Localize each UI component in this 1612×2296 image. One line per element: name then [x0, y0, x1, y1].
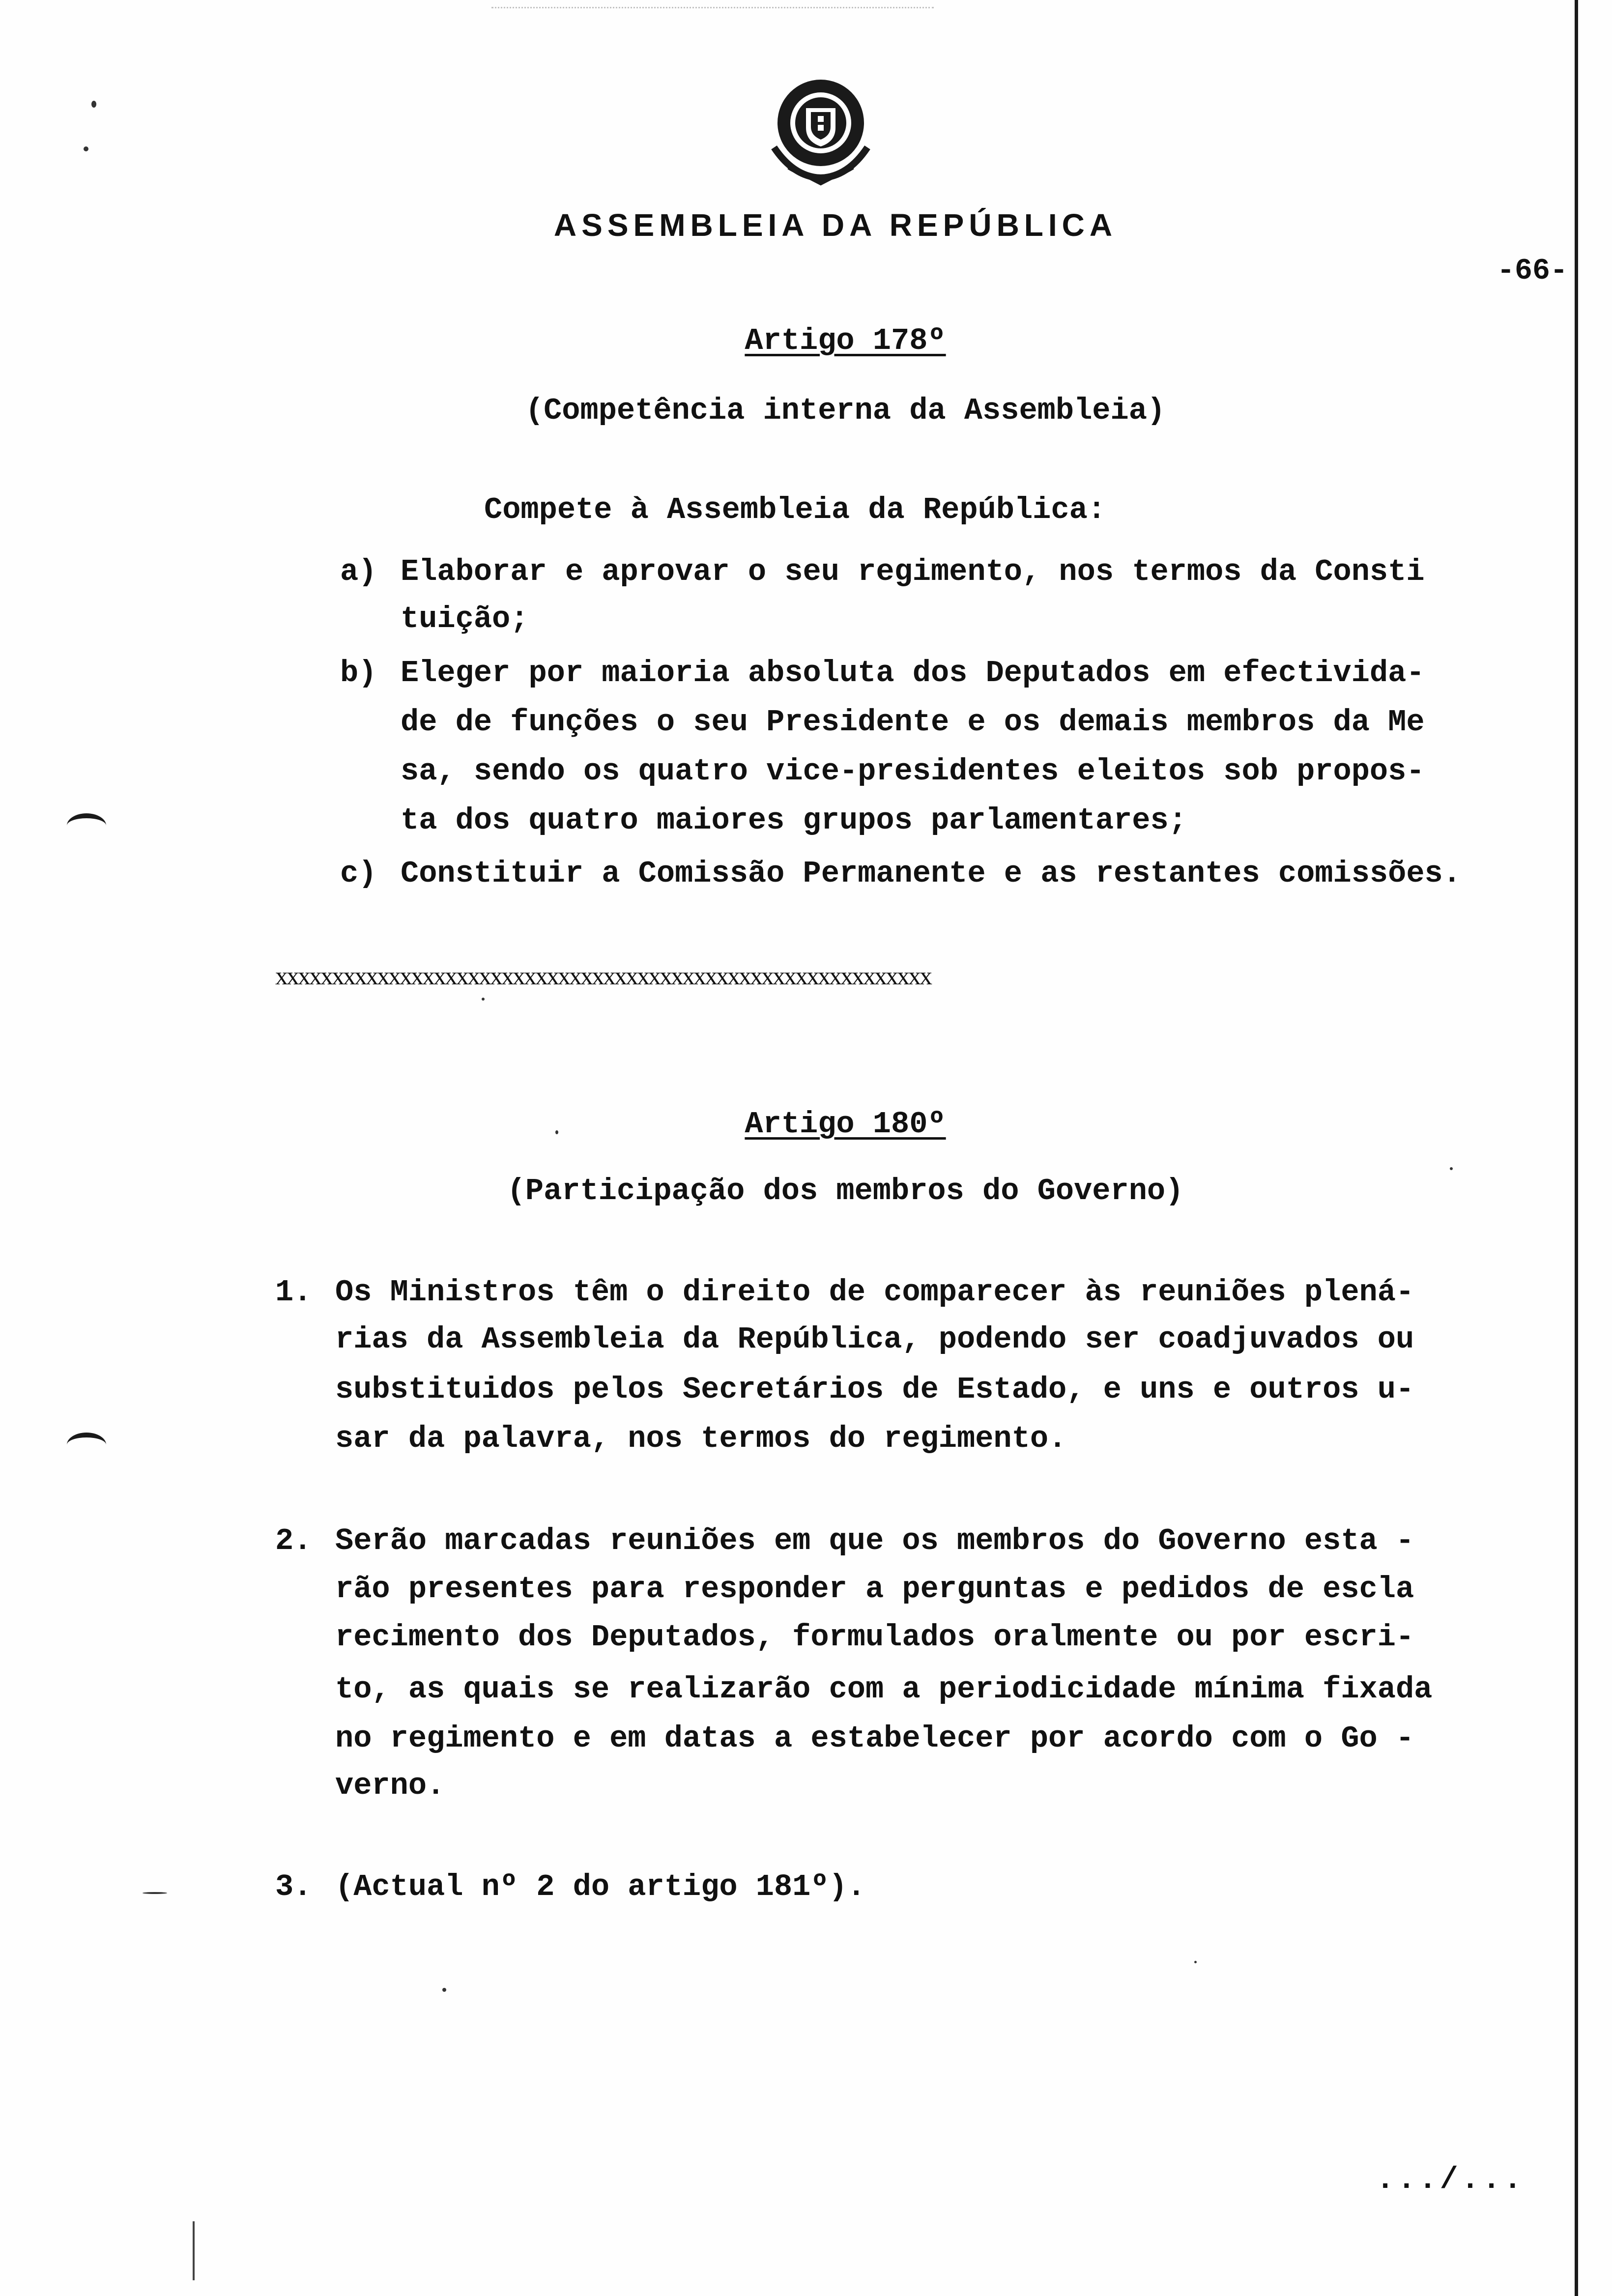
item-3-marker: 3. [275, 1869, 312, 1904]
item-1-marker: 1. [275, 1275, 312, 1310]
item-1-line: rias da Assembleia da República, podendo ser coadjuvados ou [335, 1322, 1414, 1357]
item-c-line: Constituir a Comissão Permanente e as restantes comissões. [401, 856, 1461, 891]
item-b-line: sa, sendo os quatro vice-presidentes eleitos sob propos- [401, 754, 1425, 789]
coat-of-arms-emblem [764, 74, 877, 187]
item-b-marker: b) [340, 656, 377, 690]
item-2-line: to, as quais se realizarão com a periodicidade mínima fixada [335, 1672, 1433, 1707]
item-2-line: no regimento e em datas a estabelecer por acordo com o Go - [335, 1721, 1414, 1756]
punch-hole-mark [67, 1433, 106, 1457]
scan-speck [143, 1892, 167, 1894]
item-b-line: ta dos quatro maiores grupos parlamentares; [401, 803, 1187, 838]
scan-artifact-line [193, 2221, 195, 2280]
item-b-line: de de funções o seu Presidente e os demais membros da Me [401, 705, 1425, 740]
item-2-line: recimento dos Deputados, formulados oralmente ou por escri- [335, 1620, 1414, 1655]
item-2-line: verno. [335, 1768, 445, 1803]
item-a-line: Elaborar e aprovar o seu regimento, nos termos da Consti [401, 554, 1425, 589]
scan-speck [482, 998, 485, 1001]
item-1-line: sar da palavra, nos termos do regimento. [335, 1421, 1067, 1456]
item-a-marker: a) [340, 554, 377, 589]
article-178-intro: Compete à Assembleia da República: [484, 492, 1106, 527]
item-2-line: Serão marcadas reuniões em que os membros do Governo esta - [335, 1523, 1414, 1558]
item-2-marker: 2. [275, 1523, 312, 1558]
scan-speck [555, 1130, 558, 1134]
item-a-line: tuição; [401, 602, 529, 636]
section-separator: xxxxxxxxxxxxxxxxxxxxxxxxxxxxxxxxxxxxxxxxxxxxxxxxxxxxxxxxxx [275, 962, 931, 990]
punch-hole-mark [67, 813, 106, 838]
article-178-title: Artigo 178º [745, 323, 946, 358]
item-b-line: Eleger por maioria absoluta dos Deputados em efectivida- [401, 656, 1425, 690]
item-2-line: rão presentes para responder a perguntas e pedidos de escla [335, 1572, 1414, 1607]
item-1-line: Os Ministros têm o direito de comparecer às reuniões plená- [335, 1275, 1414, 1310]
item-1-line: substituidos pelos Secretários de Estado, e uns e outros u- [335, 1372, 1414, 1407]
item-3-line: (Actual nº 2 do artigo 181º). [335, 1869, 865, 1904]
item-c-marker: c) [340, 856, 377, 891]
right-edge-rule [1575, 0, 1578, 2296]
continuation-marker: .../... [1376, 2162, 1525, 2197]
article-180-subtitle: (Participação dos membros do Governo) [507, 1174, 1184, 1208]
article-178-subtitle: (Competência interna da Assembleia) [525, 393, 1166, 428]
institution-header: ASSEMBLEIA DA REPÚBLICA [553, 207, 1118, 243]
scan-speck [442, 1988, 446, 1992]
page-number: -66- [1497, 255, 1568, 288]
scan-speck [1450, 1167, 1453, 1170]
article-180-title: Artigo 180º [745, 1107, 946, 1142]
scan-artifact-top [491, 7, 934, 10]
scan-speck [1194, 1961, 1197, 1963]
scan-speck [84, 146, 88, 151]
scan-speck [91, 101, 96, 108]
